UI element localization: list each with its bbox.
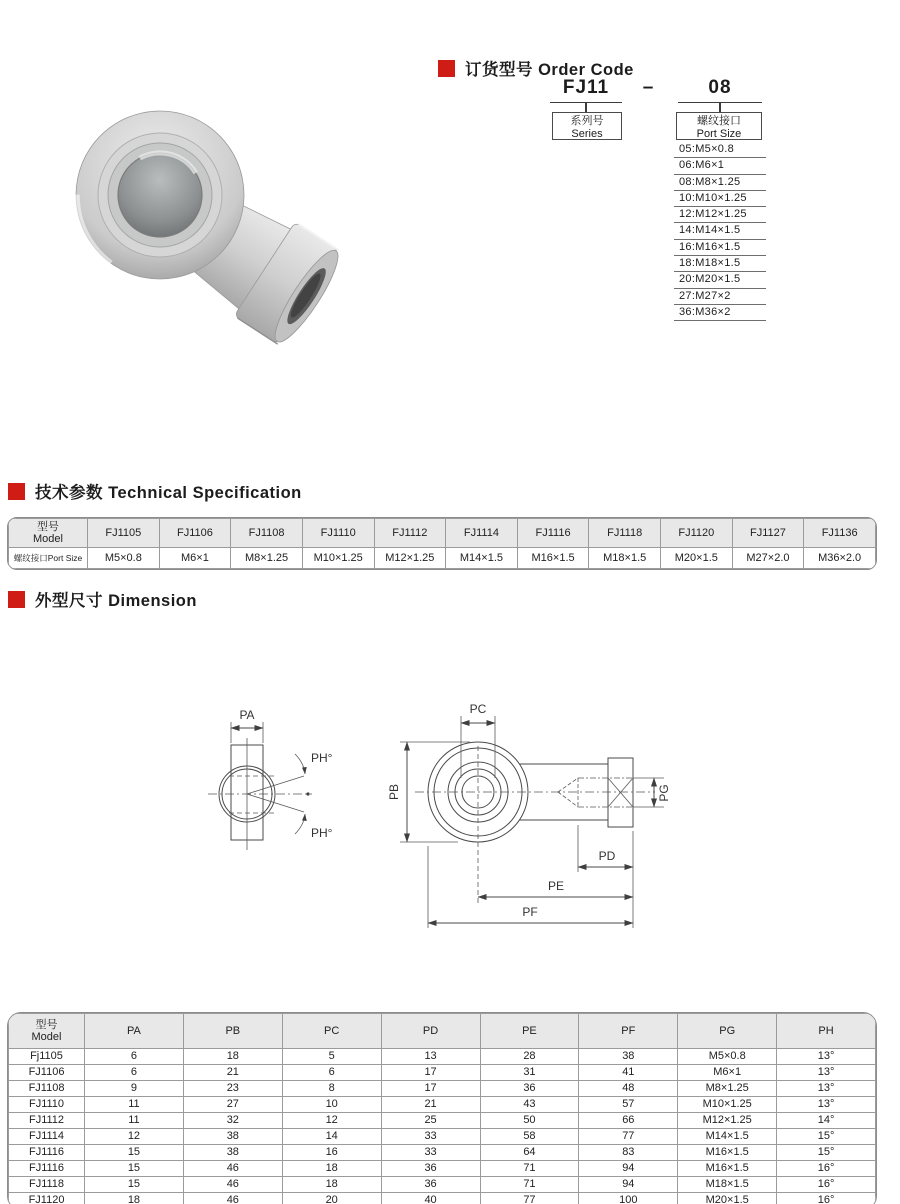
spec-port-size-cell: M10×1.25	[302, 548, 374, 569]
port-size-option: 27:M27×2	[674, 289, 766, 305]
dim-value-cell: 31	[480, 1065, 579, 1081]
dim-value-cell: 27	[183, 1097, 282, 1113]
dim-value-cell: 15	[85, 1177, 184, 1193]
dim-model-cell: FJ1118	[9, 1177, 85, 1193]
dim-value-cell: 71	[480, 1177, 579, 1193]
dim-value-cell: 21	[381, 1097, 480, 1113]
dim-value-cell: 6	[282, 1065, 381, 1081]
port-size-option: 36:M36×2	[674, 305, 766, 321]
dim-column-header: PF	[579, 1014, 678, 1049]
dim-value-cell: M16×1.5	[678, 1145, 777, 1161]
spec-row-label: 螺纹接口Port Size	[9, 548, 88, 569]
dim-label-pd: PD	[598, 849, 616, 863]
dim-value-cell: 46	[183, 1177, 282, 1193]
port-label-box	[676, 112, 762, 140]
dim-label-pg: PG	[657, 784, 671, 802]
spec-model-cell: FJ1108	[231, 519, 303, 548]
dim-value-cell: 16°	[777, 1177, 876, 1193]
table-row	[9, 1097, 876, 1113]
spec-port-size-cell: M36×2.0	[804, 548, 876, 569]
table-row	[9, 1145, 876, 1161]
port-size-option: 12:M12×1.25	[674, 207, 766, 223]
dim-column-header: PE	[480, 1014, 579, 1049]
dim-label-pe: PE	[547, 879, 565, 893]
dim-value-cell: 20	[282, 1193, 381, 1204]
dim-value-cell: M6×1	[678, 1065, 777, 1081]
dim-value-cell: 32	[183, 1113, 282, 1129]
dim-value-cell: 13°	[777, 1049, 876, 1065]
dimension-title	[8, 587, 197, 611]
product-photo-rod-end	[60, 80, 390, 360]
dimension-table-head	[9, 1014, 876, 1049]
spec-model-cell: FJ1118	[589, 519, 661, 548]
table-row	[9, 1129, 876, 1145]
port-size-option: 06:M6×1	[674, 158, 766, 174]
dim-value-cell: 13	[381, 1049, 480, 1065]
dim-value-cell: 13°	[777, 1081, 876, 1097]
dim-value-cell: M18×1.5	[678, 1177, 777, 1193]
dim-value-cell: 11	[85, 1113, 184, 1129]
table-row	[9, 1049, 876, 1065]
order-code-port-value: 08	[678, 77, 762, 103]
dim-column-header: PD	[381, 1014, 480, 1049]
spec-port-size-cell: M14×1.5	[446, 548, 518, 569]
red-square-icon	[8, 591, 25, 608]
dim-model-cell: FJ1120	[9, 1193, 85, 1204]
dim-value-cell: 36	[381, 1177, 480, 1193]
spec-port-size-cell: M18×1.5	[589, 548, 661, 569]
port-size-option: 20:M20×1.5	[674, 272, 766, 288]
port-size-list	[674, 142, 766, 321]
dim-value-cell: 94	[579, 1177, 678, 1193]
dim-value-cell: 100	[579, 1193, 678, 1204]
spec-port-size-cell: M20×1.5	[661, 548, 733, 569]
dim-column-header: PC	[282, 1014, 381, 1049]
spec-model-cell: FJ1120	[661, 519, 733, 548]
dim-value-cell: 12	[282, 1113, 381, 1129]
dim-value-cell: M20×1.5	[678, 1193, 777, 1204]
spec-model-cell: FJ1112	[374, 519, 446, 548]
dimension-title-zh: 外型尺寸	[35, 592, 103, 610]
tech-spec-title-text	[35, 479, 302, 503]
dim-model-cell: FJ1108	[9, 1081, 85, 1097]
dim-value-cell: 15	[85, 1161, 184, 1177]
dim-value-cell: 18	[85, 1193, 184, 1204]
dim-model-cell: FJ1116	[9, 1145, 85, 1161]
dim-value-cell: 14°	[777, 1113, 876, 1129]
tech-spec-title-zh: 技术参数	[35, 484, 103, 502]
dim-value-cell: 33	[381, 1129, 480, 1145]
dim-value-cell: 23	[183, 1081, 282, 1097]
dim-value-cell: 46	[183, 1161, 282, 1177]
dim-value-cell: 16°	[777, 1193, 876, 1204]
dimension-title-en: Dimension	[108, 592, 197, 610]
dim-model-cell: FJ1116	[9, 1161, 85, 1177]
tech-spec-value-row	[9, 548, 876, 569]
order-code-title-zh: 订货型号	[465, 61, 533, 79]
dim-value-cell: 66	[579, 1113, 678, 1129]
dim-value-cell: 8	[282, 1081, 381, 1097]
red-square-icon	[8, 483, 25, 500]
dim-column-header: PA	[85, 1014, 184, 1049]
dim-column-header: PB	[183, 1014, 282, 1049]
dim-model-header	[9, 1014, 85, 1049]
dim-value-cell: 15	[85, 1145, 184, 1161]
dim-label-pc: PC	[469, 702, 487, 716]
dim-value-cell: 83	[579, 1145, 678, 1161]
dim-value-cell: 13°	[777, 1097, 876, 1113]
tech-spec-table-head	[9, 519, 876, 548]
dim-value-cell: 48	[579, 1081, 678, 1097]
dim-value-cell: 17	[381, 1081, 480, 1097]
dim-label-pa: PA	[239, 708, 255, 722]
series-connector-line	[585, 102, 587, 112]
dim-value-cell: 94	[579, 1161, 678, 1177]
dim-value-cell: 18	[282, 1177, 381, 1193]
dim-value-cell: 43	[480, 1097, 579, 1113]
dim-value-cell: 77	[480, 1193, 579, 1204]
dim-value-cell: 58	[480, 1129, 579, 1145]
red-square-icon	[438, 60, 455, 77]
port-size-option: 08:M8×1.25	[674, 175, 766, 191]
spec-model-header-en: Model	[33, 533, 63, 545]
dim-value-cell: 16°	[777, 1161, 876, 1177]
port-size-option: 05:M5×0.8	[674, 142, 766, 158]
tech-spec-header-row	[9, 519, 876, 548]
spec-port-size-cell: M8×1.25	[231, 548, 303, 569]
dim-value-cell: 21	[183, 1065, 282, 1081]
table-row	[9, 1065, 876, 1081]
dim-label-pb: PB	[387, 783, 401, 801]
dim-value-cell: 38	[183, 1129, 282, 1145]
dim-value-cell: M10×1.25	[678, 1097, 777, 1113]
series-label-box	[552, 112, 622, 140]
dim-model-cell: Fj1105	[9, 1049, 85, 1065]
dim-value-cell: 14	[282, 1129, 381, 1145]
dimension-table-wrap	[7, 1012, 877, 1204]
port-size-option: 16:M16×1.5	[674, 240, 766, 256]
dim-value-cell: 6	[85, 1065, 184, 1081]
spec-port-size-cell: M27×2.0	[732, 548, 804, 569]
dim-value-cell: 13°	[777, 1065, 876, 1081]
dim-value-cell: 46	[183, 1193, 282, 1204]
tech-spec-table-body	[9, 548, 876, 569]
dim-value-cell: 38	[183, 1145, 282, 1161]
dim-value-cell: 36	[381, 1161, 480, 1177]
dim-value-cell: 50	[480, 1113, 579, 1129]
spec-model-cell: FJ1105	[88, 519, 160, 548]
order-code-separator: –	[642, 77, 654, 98]
dim-model-cell: FJ1106	[9, 1065, 85, 1081]
port-size-option: 14:M14×1.5	[674, 223, 766, 239]
dim-label-ph-bottom: PH°	[311, 826, 333, 840]
dim-value-cell: 25	[381, 1113, 480, 1129]
dim-label-pf: PF	[522, 905, 538, 919]
spec-port-size-cell: M12×1.25	[374, 548, 446, 569]
dim-value-cell: 71	[480, 1161, 579, 1177]
spec-model-cell: FJ1114	[446, 519, 518, 548]
dimension-table	[8, 1013, 876, 1204]
table-row	[9, 1193, 876, 1204]
dim-value-cell: 36	[480, 1081, 579, 1097]
dim-value-cell: 40	[381, 1193, 480, 1204]
front-view-drawing	[387, 702, 671, 928]
spec-model-cell: FJ1106	[159, 519, 231, 548]
dimension-drawings	[190, 700, 690, 945]
dimension-header-row	[9, 1014, 876, 1049]
tech-spec-title-en: Technical Specification	[108, 484, 302, 502]
dim-value-cell: 38	[579, 1049, 678, 1065]
dim-model-cell: FJ1114	[9, 1129, 85, 1145]
dim-value-cell: 15°	[777, 1129, 876, 1145]
dim-value-cell: 64	[480, 1145, 579, 1161]
spec-model-cell: FJ1127	[732, 519, 804, 548]
dim-label-ph-top: PH°	[311, 751, 333, 765]
tech-spec-table-wrap	[7, 517, 877, 570]
side-view-drawing	[208, 708, 333, 850]
dim-value-cell: 41	[579, 1065, 678, 1081]
dim-value-cell: 12	[85, 1129, 184, 1145]
dim-value-cell: M5×0.8	[678, 1049, 777, 1065]
dim-model-cell: FJ1112	[9, 1113, 85, 1129]
tech-spec-title	[8, 479, 302, 503]
spec-model-cell: FJ1136	[804, 519, 876, 548]
dim-model-header-zh: 型号	[35, 1019, 58, 1031]
dim-value-cell: 28	[480, 1049, 579, 1065]
port-size-option: 18:M18×1.5	[674, 256, 766, 272]
tech-spec-table	[8, 518, 876, 569]
dim-value-cell: 33	[381, 1145, 480, 1161]
spec-model-cell: FJ1116	[517, 519, 589, 548]
series-label-en: Series	[571, 127, 603, 140]
dim-value-cell: 77	[579, 1129, 678, 1145]
table-row	[9, 1113, 876, 1129]
rod-end-body	[60, 80, 366, 360]
dim-value-cell: 57	[579, 1097, 678, 1113]
spec-port-size-cell: M5×0.8	[88, 548, 160, 569]
spec-model-cell: FJ1110	[302, 519, 374, 548]
dim-value-cell: 10	[282, 1097, 381, 1113]
dim-value-cell: 18	[282, 1161, 381, 1177]
spec-model-header-zh: 型号	[37, 521, 59, 533]
spec-model-header	[9, 519, 88, 548]
table-row	[9, 1177, 876, 1193]
dim-value-cell: M16×1.5	[678, 1161, 777, 1177]
table-row	[9, 1081, 876, 1097]
port-connector-line	[719, 102, 721, 112]
dim-value-cell: M8×1.25	[678, 1081, 777, 1097]
spec-port-size-cell: M6×1	[159, 548, 231, 569]
dim-value-cell: 16	[282, 1145, 381, 1161]
dim-value-cell: M12×1.25	[678, 1113, 777, 1129]
port-label-en: Port Size	[696, 127, 742, 140]
table-row	[9, 1161, 876, 1177]
port-label-zh: 螺纹接口	[697, 115, 741, 127]
dimension-table-body	[9, 1049, 876, 1204]
order-code-title-en: Order Code	[538, 61, 634, 79]
dim-value-cell: 15°	[777, 1145, 876, 1161]
dim-column-header: PH	[777, 1014, 876, 1049]
dim-model-header-en: Model	[31, 1031, 62, 1043]
dim-value-cell: 6	[85, 1049, 184, 1065]
dim-column-header: PG	[678, 1014, 777, 1049]
dim-value-cell: M14×1.5	[678, 1129, 777, 1145]
dim-value-cell: 18	[183, 1049, 282, 1065]
dim-value-cell: 5	[282, 1049, 381, 1065]
series-label-zh: 系列号	[570, 115, 604, 127]
dim-value-cell: 11	[85, 1097, 184, 1113]
dimension-title-text	[35, 587, 197, 611]
spec-port-size-cell: M16×1.5	[517, 548, 589, 569]
port-size-option: 10:M10×1.25	[674, 191, 766, 207]
dim-value-cell: 9	[85, 1081, 184, 1097]
order-code-series-value: FJ11	[550, 77, 622, 103]
dim-value-cell: 17	[381, 1065, 480, 1081]
dim-model-cell: FJ1110	[9, 1097, 85, 1113]
